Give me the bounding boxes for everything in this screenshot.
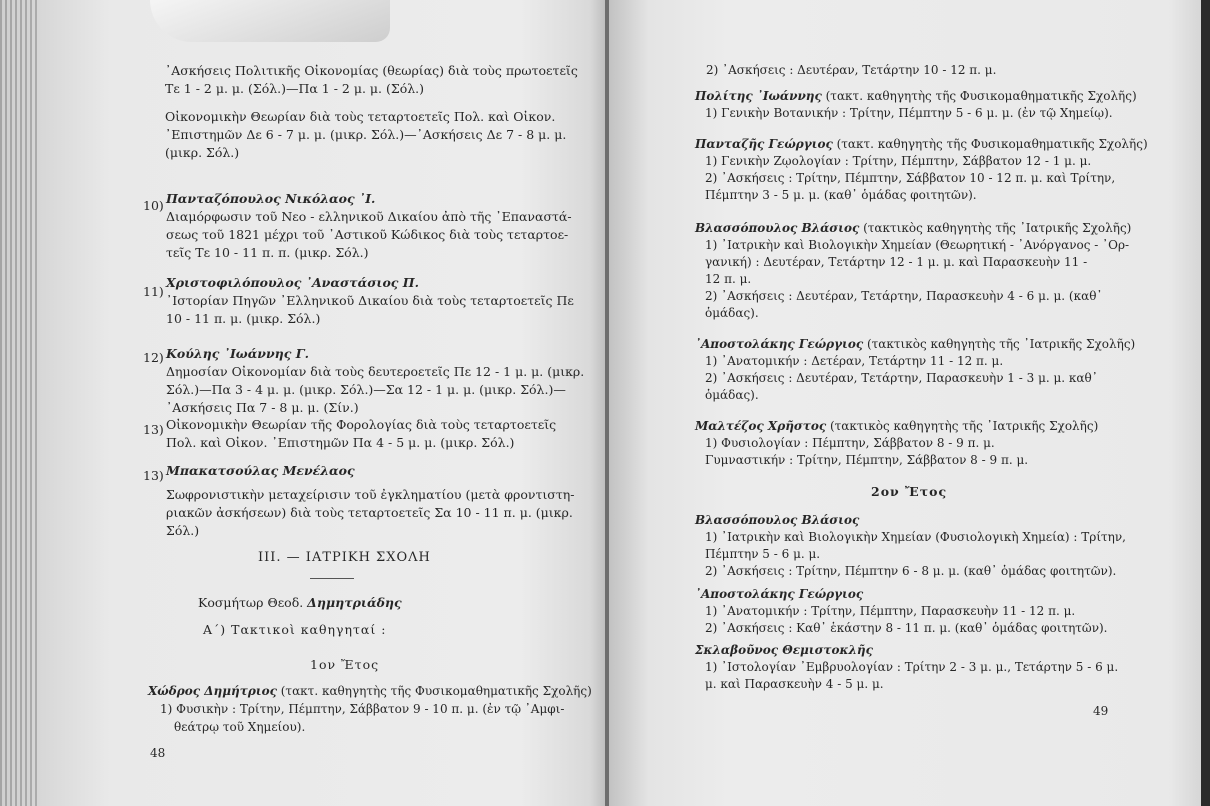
year-heading: 1ον Ἔτος xyxy=(310,657,380,672)
professor-name: Μπακατσούλας Μενέλαος xyxy=(166,463,355,478)
professor-name: Μαλτέζος Χρῆστος xyxy=(695,419,827,433)
entry-line: γανική) : Δευτέραν, Τετάρτην 12 - 1 μ. μ. καὶ Παρασκευὴν 11 - xyxy=(705,255,1088,269)
entry-line: 1) ᾿Ανατομικήν : Τρίτην, Πέμπτην, Παρασκευὴν 11 - 12 π. μ. xyxy=(705,604,1076,618)
entry-13a xyxy=(166,416,556,452)
intro-line: ᾿Ασκήσεις Πολιτικῆς Οἰκονομίας (θεωρίας) διὰ τοὺς πρωτοετεῖς xyxy=(165,63,578,78)
professor-name: Σκλαβοῦνος Θεμιστοκλῆς xyxy=(695,643,873,657)
page-number: 48 xyxy=(150,746,166,760)
entry-line: Οἰκονομικὴν Θεωρίαν τῆς Φορολογίας διὰ τοὺς τεταρτοετεῖς xyxy=(166,417,557,432)
block-maltezos xyxy=(695,418,1098,469)
entry-line: τεῖς Τε 10 - 11 π. π. (μικρ. Σόλ.) xyxy=(166,245,369,260)
intro-line: Οἰκονομικὴν Θεωρίαν διὰ τοὺς τεταρτοετεῖς Πολ. καὶ Οἰκον. xyxy=(165,109,556,124)
professor-name: Πανταζῆς Γεώργιος xyxy=(695,137,833,151)
entry-line: Διαμόρφωσιν τοῦ Νεο - ελληνικοῦ Δικαίου ἀπὸ τῆς ᾿Επαναστά- xyxy=(166,209,572,224)
professor-name: Βλασσόπουλος Βλάσιος xyxy=(695,513,860,527)
entry-line: Πολ. καὶ Οἰκον. ᾿Επιστημῶν Πα 4 - 5 μ. μ. (μικρ. Σόλ.) xyxy=(166,435,515,450)
entry-number: 13) xyxy=(143,422,164,437)
professor-name: Χώδρος Δημήτριος xyxy=(148,684,277,698)
professor-name: ᾿Αποστολάκης Γεώργιος xyxy=(695,337,864,351)
professor-name: Πανταζόπουλος Νικόλαος ᾿Ι. xyxy=(166,191,376,206)
right-page xyxy=(609,0,1201,806)
year-heading: 2ον Ἔτος xyxy=(871,484,948,499)
entry-line: Σωφρονιστικὴν μεταχείρισιν τοῦ ἐγκληματίου (μετὰ φροντιστη- xyxy=(166,487,575,502)
entry-line: ὁμάδας). xyxy=(705,306,759,320)
block-vlassopoulos-2 xyxy=(695,512,1126,580)
entry-line: Σόλ.) xyxy=(166,523,200,538)
dean-label: Κοσμήτωρ Θεοδ. xyxy=(198,595,308,610)
professor-role: (τακτ. καθηγητὴς τῆς Φυσικομαθηματικῆς Σχολῆς) xyxy=(832,137,1148,151)
dean-name: Δημητριάδης xyxy=(307,595,402,610)
professor-name: Πολίτης ᾿Ιωάννης xyxy=(695,89,822,103)
professor-name: Βλασσόπουλος Βλάσιος xyxy=(695,221,860,235)
section-title: ΙΙΙ. — ΙΑΤΡΙΚΗ ΣΧΟΛΗ xyxy=(258,550,431,565)
block-vlassopoulos xyxy=(695,220,1131,322)
professor-name: ᾿Αποστολάκης Γεώργιος xyxy=(695,587,864,601)
page-edges xyxy=(0,0,40,806)
entry-line: 2) ᾿Ασκήσεις : Δευτέραν, Τετάρτην, Παρασκευὴν 4 - 6 μ. μ. (καθ᾿ xyxy=(705,289,1103,303)
entry-chodros xyxy=(148,682,592,736)
professor-role: (τακτικὸς καθηγητὴς τῆς ᾿Ιατρικῆς Σχολῆς) xyxy=(859,221,1132,235)
entry-line: ὁμάδας). xyxy=(705,388,759,402)
professor-name: Κούλης ᾿Ιωάννης Γ. xyxy=(166,346,309,361)
entry-line: Δημοσίαν Οἰκονομίαν διὰ τοὺς δευτεροετεῖς Πε 12 - 1 μ. μ. (μικρ. xyxy=(166,364,585,379)
entry-line: 1) Φυσιολογίαν : Πέμπτην, Σάββατον 8 - 9 π. μ. xyxy=(705,436,995,450)
intro-line: (μικρ. Σόλ.) xyxy=(165,145,240,160)
entry-13b xyxy=(166,462,574,540)
page-number: 49 xyxy=(1093,704,1109,718)
entry-line: Πέμπτην 3 - 5 μ. μ. (καθ᾿ ὁμάδας φοιτητῶν). xyxy=(705,188,977,202)
entry-number: 13) xyxy=(143,468,164,483)
professor-role: (τακτ. καθηγητὴς τῆς Φυσικομαθηματικῆς Σχολῆς) xyxy=(821,89,1137,103)
entry-line: 12 π. μ. xyxy=(705,272,752,286)
professor-name: Χριστοφιλόπουλος ᾿Αναστάσιος Π. xyxy=(166,275,419,290)
block-sklavounos xyxy=(695,642,1118,693)
entry-line: 2) ᾿Ασκήσεις : Τρίτην, Πέμπτην 6 - 8 μ. μ. (καθ᾿ ὁμάδας φοιτητῶν). xyxy=(705,564,1117,578)
block-politis xyxy=(695,88,1137,122)
entry-line: σεως τοῦ 1821 μέχρι τοῦ ᾿Αστικοῦ Κώδικος διὰ τοὺς τεταρτοε- xyxy=(166,227,569,242)
entry-line: 1) ᾿Ιστολογίαν ᾿Εμβρυολογίαν : Τρίτην 2 - 3 μ. μ., Τετάρτην 5 - 6 μ. xyxy=(705,660,1119,674)
entry-line: θεάτρῳ τοῦ Χημείου). xyxy=(174,720,306,734)
light-glare xyxy=(150,0,390,42)
section-rule xyxy=(310,578,354,579)
block-apostolakis-2 xyxy=(695,586,1108,637)
entry-line: ριακῶν ἀσκήσεων) διὰ τοὺς τεταρτοετεῖς Σα 10 - 11 π. μ. (μικρ. xyxy=(166,505,573,520)
entry-line: 1) Φυσικὴν : Τρίτην, Πέμπτην, Σάββατον 9 - 10 π. μ. (ἐν τῷ ᾿Αμφι- xyxy=(160,702,565,716)
entry-number: 12) xyxy=(143,350,164,365)
entry-number: 11) xyxy=(143,284,164,299)
entry-number: 10) xyxy=(143,198,164,213)
entry-line: μ. καὶ Παρασκευὴν 4 - 5 μ. μ. xyxy=(705,677,884,691)
dean-line xyxy=(198,594,402,612)
entry-line: 1) Γενικὴν Βοτανικήν : Τρίτην, Πέμπτην 5 - 6 μ. μ. (ἐν τῷ Χημείῳ). xyxy=(705,106,1113,120)
entry-line: 1) Γενικὴν Ζῳολογίαν : Τρίτην, Πέμπτην, Σάββατον 12 - 1 μ. μ. xyxy=(705,154,1092,168)
entry-line: 2) ᾿Ασκήσεις : Δευτέραν, Τετάρτην, Παρασκευὴν 1 - 3 μ. μ. καθ᾿ xyxy=(705,371,1098,385)
entry-line: Πέμπτην 5 - 6 μ. μ. xyxy=(705,547,821,561)
entry-line: Γυμναστικήν : Τρίτην, Πέμπτην, Σάββατον 8 - 9 π. μ. xyxy=(705,453,1029,467)
professor-role: (τακτικὸς καθηγητὴς τῆς ᾿Ιατρικῆς Σχολῆς) xyxy=(826,419,1099,433)
block-pantazis xyxy=(695,136,1148,204)
entry-line: 2) ᾿Ασκήσεις : Δευτέραν, Τετάρτην 10 - 12 π. μ. xyxy=(706,63,997,77)
intro-text xyxy=(165,62,578,162)
entry-line: 2) ᾿Ασκήσεις : Καθ᾿ ἑκάστην 8 - 11 π. μ. (καθ᾿ ὁμάδας φοιτητῶν). xyxy=(705,621,1108,635)
entry-line: ᾿Ασκήσεις Πα 7 - 8 μ. μ. (Σίν.) xyxy=(166,400,359,415)
entry-10 xyxy=(166,190,572,262)
subhead: Α΄) Τακτικοὶ καθηγηταί : xyxy=(203,622,387,637)
block-apostolakis xyxy=(695,336,1135,404)
intro-line: ᾿Επιστημῶν Δε 6 - 7 μ. μ. (μικρ. Σόλ.)—᾿Ασκήσεις Δε 7 - 8 μ. μ. xyxy=(165,127,567,142)
entry-line: 1) ᾿Ιατρικὴν καὶ Βιολογικὴν Χημείαν (Θεωρητική - ᾿Ανόργανος - ᾿Ορ- xyxy=(705,238,1130,252)
top-line xyxy=(706,62,996,79)
entry-line: ᾿Ιστορίαν Πηγῶν ᾿Ελληνικοῦ Δικαίου διὰ τοὺς τεταρτοετεῖς Πε xyxy=(166,293,574,308)
professor-role: (τακτικὸς καθηγητὴς τῆς ᾿Ιατρικῆς Σχολῆς) xyxy=(863,337,1136,351)
entry-line: Σόλ.)—Πα 3 - 4 μ. μ. (μικρ. Σόλ.)—Σα 12 - 1 μ. μ. (μικρ. Σόλ.)— xyxy=(166,382,566,397)
entry-line: 10 - 11 π. μ. (μικρ. Σόλ.) xyxy=(166,311,321,326)
entry-12 xyxy=(166,345,584,417)
entry-11 xyxy=(166,274,574,328)
professor-role: (τακτ. καθηγητὴς τῆς Φυσικομαθηματικῆς Σχολῆς) xyxy=(276,684,592,698)
entry-line: 1) ᾿Ανατομικήν : Δετέραν, Τετάρτην 11 - 12 π. μ. xyxy=(705,354,1004,368)
entry-line: 2) ᾿Ασκήσεις : Τρίτην, Πέμπτην, Σάββατον 10 - 12 π. μ. καὶ Τρίτην, xyxy=(705,171,1116,185)
intro-line: Τε 1 - 2 μ. μ. (Σόλ.)—Πα 1 - 2 μ. μ. (Σόλ.) xyxy=(165,81,425,96)
entry-line: 1) ᾿Ιατρικὴν καὶ Βιολογικὴν Χημείαν (Φυσιολογικὴ Χημεία) : Τρίτην, xyxy=(705,530,1126,544)
